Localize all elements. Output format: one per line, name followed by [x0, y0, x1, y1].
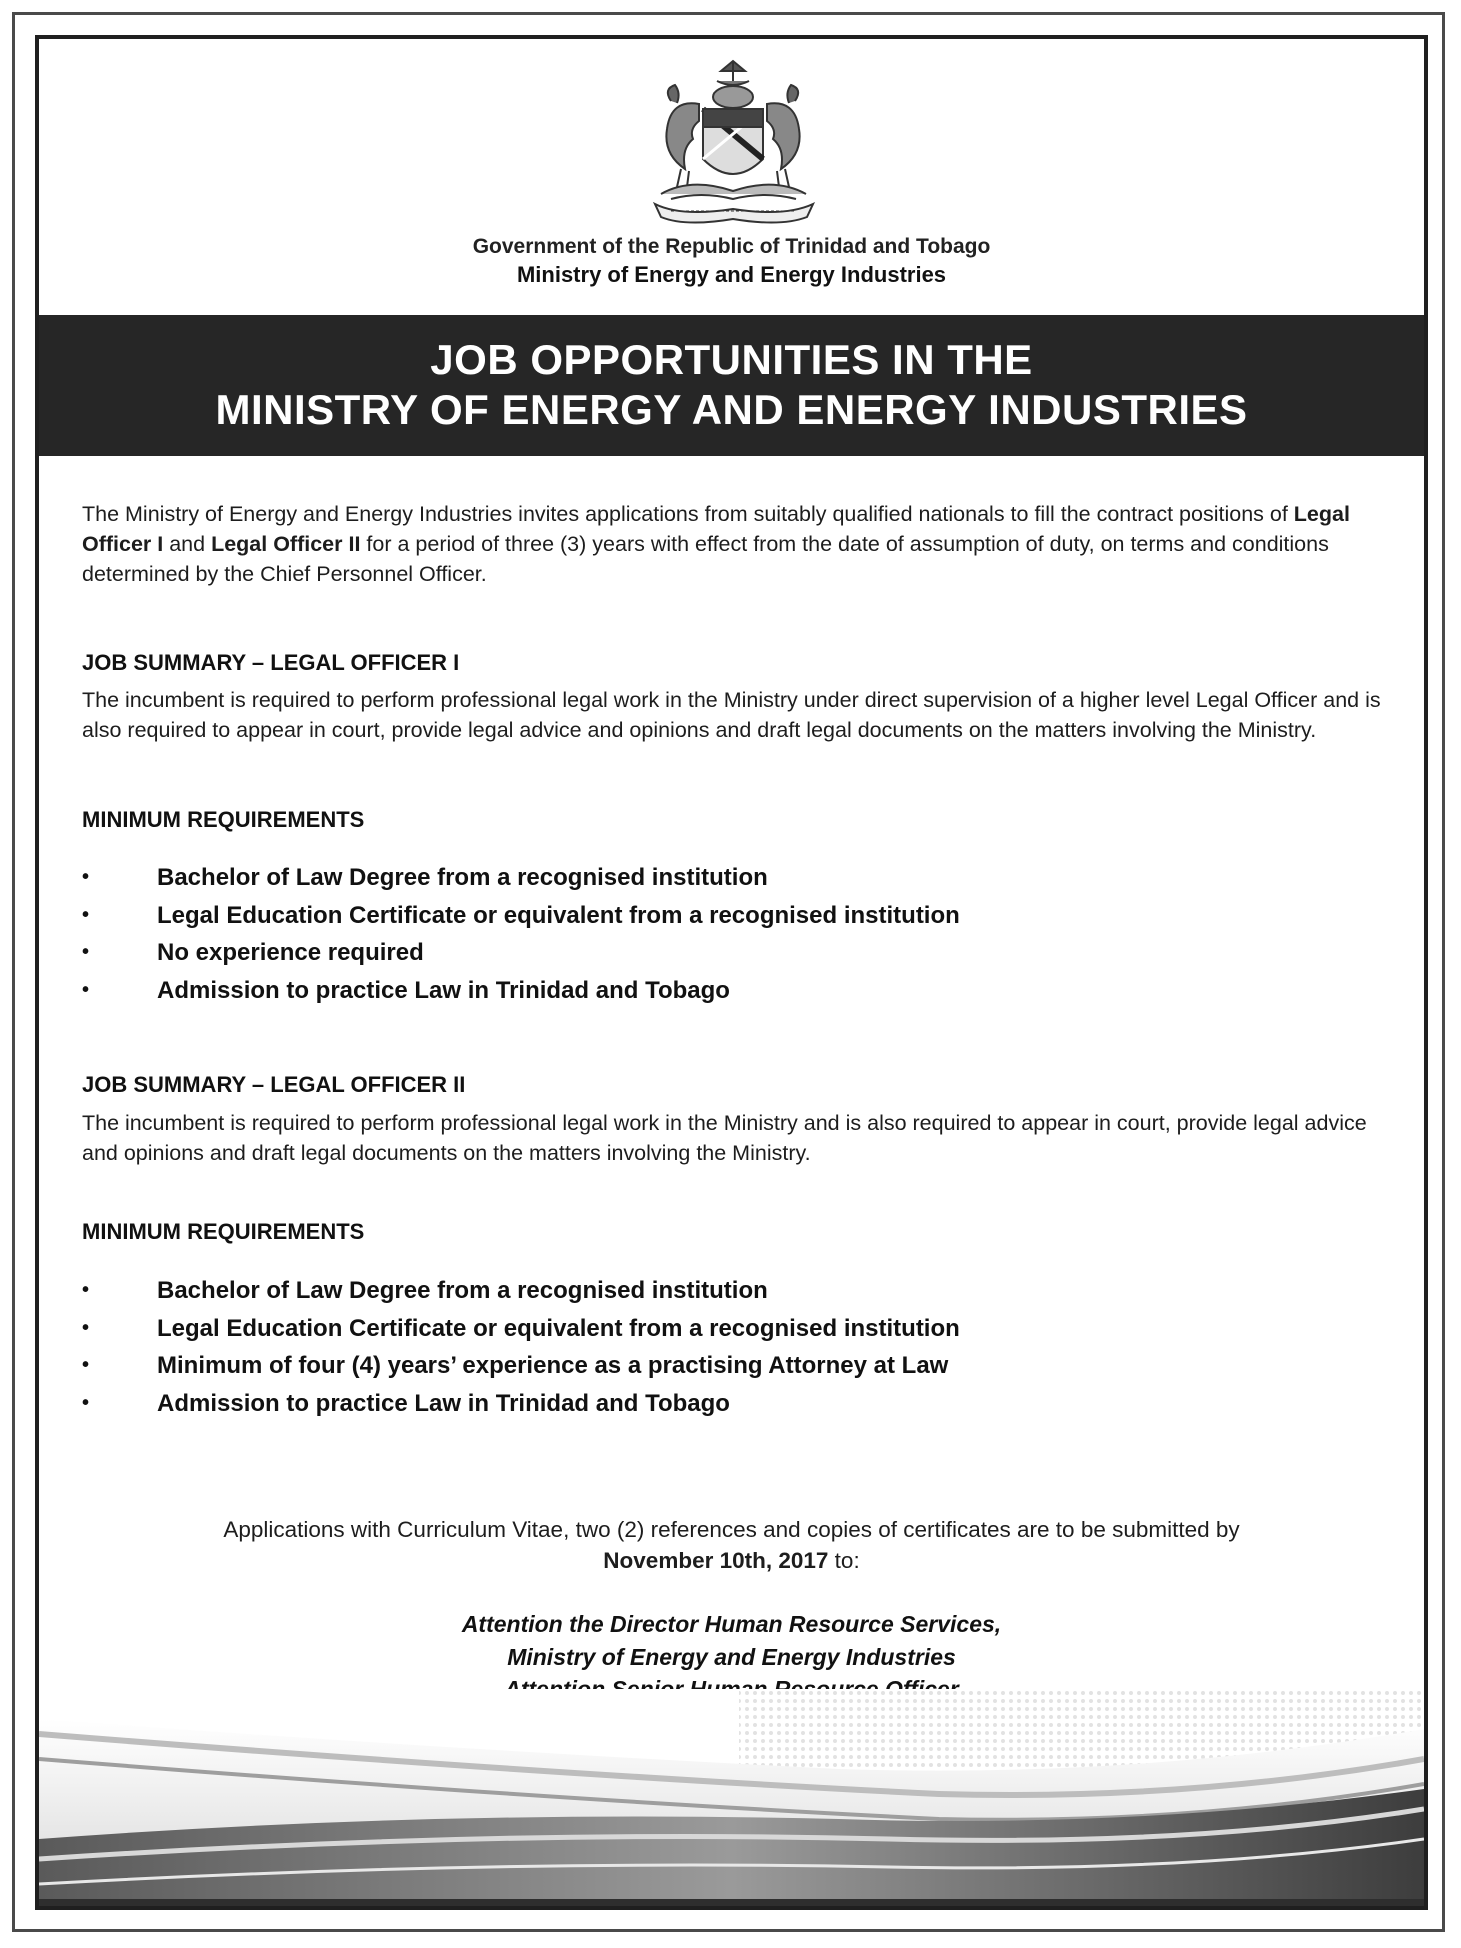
list-item	[82, 1272, 1382, 1310]
intro-role-2: Legal Officer II	[211, 532, 361, 556]
address-line: Attention the Director Human Resource Services,	[461, 1611, 1002, 1637]
application-instructions: Applications with Curriculum Vitae, two (2) references and copies of certificates are to be submitted by	[223, 1517, 1240, 1542]
bullet-icon: •	[82, 1316, 90, 1339]
requirement-text: Minimum of four (4) years’ experience as a practising Attorney at Law	[157, 1352, 949, 1379]
job-summary-heading-officer-1: JOB SUMMARY – LEGAL OFFICER I	[82, 650, 460, 675]
requirement-text: No experience required	[157, 939, 424, 966]
banner-title-line-1: JOB OPPORTUNITIES IN THE	[430, 336, 1033, 383]
list-item	[82, 859, 1382, 897]
job-summary-text-officer-2: The incumbent is required to perform professional legal work in the Ministry and is also required to appear in court, provide legal advice and opinions and draft legal documents on the matters involving the Ministry.	[82, 1111, 1367, 1165]
bullet-icon: •	[82, 941, 90, 963]
list-item	[82, 1310, 1382, 1348]
list-item	[82, 1347, 1382, 1385]
application-deadline: November 10th, 2017	[603, 1548, 829, 1573]
requirement-text: Legal Education Certificate or equivalent from a recognised institution	[157, 901, 960, 929]
requirement-text: Admission to practice Law in Trinidad and Tobago	[157, 1389, 730, 1417]
government-name: Government of the Republic of Trinidad and Tobago	[472, 235, 991, 258]
list-item	[82, 934, 1382, 972]
list-item	[82, 897, 1382, 935]
application-deadline-line	[39, 1545, 1424, 1576]
intro-text-1: The Ministry of Energy and Energy Industries invites applications from suitably qualified nationals to fill the contract positions of	[82, 502, 1294, 526]
minimum-requirements-heading-officer-2: MINIMUM REQUIREMENTS	[82, 1219, 365, 1244]
bullet-icon: •	[82, 978, 90, 1001]
requirements-list-officer-1	[82, 859, 1382, 1009]
ministry-name: Ministry of Energy and Energy Industries	[516, 262, 947, 287]
coat-of-arms-icon	[641, 59, 826, 224]
job-summary-text-officer-1: The incumbent is required to perform professional legal work in the Ministry under direct supervision of a higher level Legal Officer and is also required to appear in court, provide legal advice and opinions and draft legal documents on the matters involving the Ministry.	[82, 688, 1381, 742]
bullet-icon: •	[82, 1391, 90, 1414]
bullet-icon: •	[82, 903, 90, 926]
banner-title-line-2: MINISTRY OF ENERGY AND ENERGY INDUSTRIES	[215, 386, 1248, 433]
bullet-icon: •	[82, 1279, 90, 1301]
requirement-text: Admission to practice Law in Trinidad and Tobago	[157, 976, 730, 1004]
job-summary-heading-officer-2: JOB SUMMARY – LEGAL OFFICER II	[82, 1072, 466, 1097]
intro-text-2: and	[163, 532, 212, 556]
intro-role-1: Legal Officer I	[82, 502, 1350, 556]
title-banner	[39, 315, 1424, 456]
decorative-wave-footer	[39, 1689, 1424, 1910]
requirement-text: Legal Education Certificate or equivalent from a recognised institution	[157, 1314, 960, 1342]
application-deadline-suffix: to:	[828, 1548, 860, 1573]
requirements-list-officer-2	[82, 1272, 1382, 1422]
inner-border	[35, 35, 1428, 1910]
list-item	[82, 972, 1382, 1010]
minimum-requirements-heading-officer-1: MINIMUM REQUIREMENTS	[82, 807, 365, 832]
requirement-text: Bachelor of Law Degree from a recognised institution	[157, 864, 768, 891]
bullet-icon: •	[82, 866, 90, 888]
list-item	[82, 1385, 1382, 1423]
requirement-text: Bachelor of Law Degree from a recognised institution	[157, 1277, 768, 1304]
intro-paragraph	[82, 499, 1382, 589]
address-line: Ministry of Energy and Energy Industries	[507, 1643, 956, 1670]
bullet-icon: •	[82, 1354, 90, 1376]
intro-text-3: for a period of three (3) years with effect from the date of assumption of duty, on terms and conditions determined by the Chief Personnel Officer.	[82, 532, 1329, 586]
